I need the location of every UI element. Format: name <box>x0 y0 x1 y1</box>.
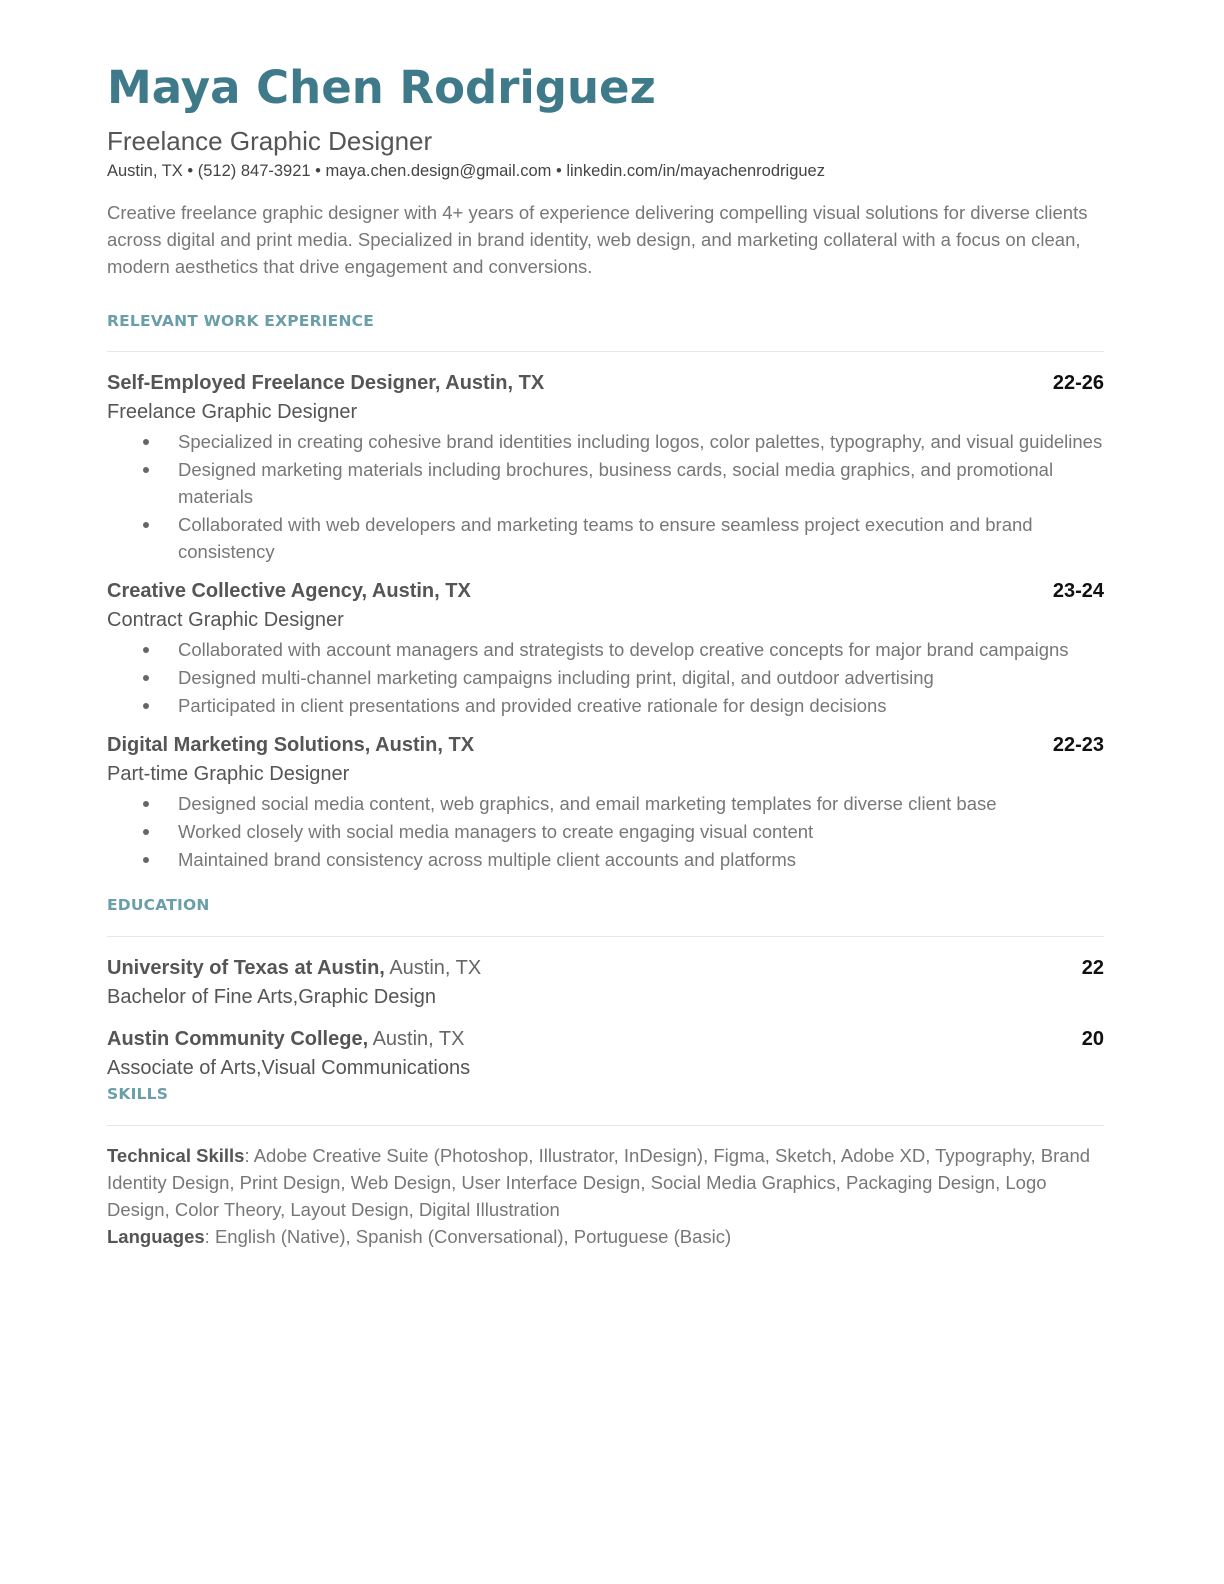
education-date: 20 <box>1081 1028 1104 1050</box>
job-entry <box>107 369 1104 565</box>
education-section <box>107 895 1104 1082</box>
job-entry <box>107 731 1104 873</box>
bullet-text: Designed social media content, web graphics, and email marketing templates for diverse client base <box>178 793 997 814</box>
job-date: 23-24 <box>1052 580 1104 602</box>
degree: Associate of Arts,Visual Communications <box>107 1057 471 1079</box>
job-entry <box>107 577 1104 719</box>
technical-skills-label: Technical Skills <box>107 1145 245 1166</box>
education-entry <box>107 1025 1104 1082</box>
languages-label: Languages <box>107 1226 205 1247</box>
bullet-text: Participated in client presentations and provided creative rationale for design decisions <box>178 695 887 716</box>
bullet-text: Worked closely with social media managers to create engaging visual content <box>178 821 814 842</box>
degree: Bachelor of Fine Arts,Graphic Design <box>107 986 437 1008</box>
bullet-text: Designed multi-channel marketing campaigns including print, digital, and outdoor advertising <box>178 667 934 688</box>
technical-skills <box>107 1142 1104 1223</box>
school-line <box>107 954 481 982</box>
bullet-text: Maintained brand consistency across multiple client accounts and platforms <box>178 849 797 870</box>
school-name: Austin Community College, <box>107 1028 369 1050</box>
education-date: 22 <box>1081 957 1104 979</box>
bullet-icon <box>143 467 149 473</box>
bullet-icon <box>143 801 149 807</box>
bullet-text: Collaborated with account managers and strategists to develop creative concepts for major brand campaigns <box>178 639 1069 660</box>
list-item <box>107 428 1104 455</box>
bullet-icon <box>143 522 149 528</box>
school-location: Austin, TX <box>368 1028 465 1050</box>
job-role: Freelance Graphic Designer <box>107 401 358 423</box>
list-item <box>107 692 1104 719</box>
job-bullets <box>107 636 1104 719</box>
list-item <box>107 511 1104 565</box>
job-header <box>107 577 1104 605</box>
experience-section <box>107 311 1104 873</box>
bullet-icon <box>143 675 149 681</box>
list-item <box>107 846 1104 873</box>
education-entry <box>107 954 1104 1011</box>
education-header <box>107 1025 1104 1053</box>
section-title-skills: SKILLS <box>107 1085 169 1103</box>
headline: Freelance Graphic Designer <box>107 126 433 156</box>
job-role: Part-time Graphic Designer <box>107 763 350 785</box>
candidate-name: Maya Chen Rodriguez <box>107 61 656 114</box>
bullet-text: Collaborated with web developers and marketing teams to ensure seamless project execution and brand consistency <box>178 514 1033 562</box>
job-bullets <box>107 428 1104 565</box>
bullet-text: Specialized in creating cohesive brand identities including logos, color palettes, typography, and visual guidelines <box>178 431 1103 452</box>
list-item <box>107 818 1104 845</box>
technical-skills-text: : Adobe Creative Suite (Photoshop, Illustrator, InDesign), Figma, Sketch, Adobe XD, Typography, Brand Identity Design, Print Design, Web Design, User Interface Design, Social Media Graphics, Packaging Design, Logo Design, Color Theory, Layout Design, Digital Illustration <box>107 1145 1091 1220</box>
section-divider <box>107 1125 1104 1126</box>
list-item <box>107 456 1104 510</box>
skills-section <box>107 1084 1104 1250</box>
education-header <box>107 954 1104 982</box>
list-item <box>107 636 1104 663</box>
job-bullets <box>107 790 1104 873</box>
school-line <box>107 1025 464 1053</box>
section-title-experience: RELEVANT WORK EXPERIENCE <box>107 312 374 330</box>
job-header <box>107 369 1104 397</box>
school-location: Austin, TX <box>384 957 482 979</box>
job-date: 22-26 <box>1052 372 1104 394</box>
bullet-icon <box>143 703 149 709</box>
school-name: University of Texas at Austin, <box>107 957 385 979</box>
resume-page <box>107 58 1104 1250</box>
job-organization: Digital Marketing Solutions, Austin, TX <box>107 734 475 756</box>
job-organization: Self-Employed Freelance Designer, Austin, TX <box>107 372 545 394</box>
bullet-icon <box>143 829 149 835</box>
section-divider <box>107 351 1104 352</box>
job-organization: Creative Collective Agency, Austin, TX <box>107 580 471 602</box>
summary: Creative freelance graphic designer with 4+ years of experience delivering compelling visual solutions for diverse clients across digital and print media. Specialized in brand identity, web design, and marketing collateral with a focus on clean, modern aesthetics that drive engagement and conversions. <box>107 202 1088 277</box>
job-header <box>107 731 1104 759</box>
languages <box>107 1223 1104 1250</box>
bullet-icon <box>143 647 149 653</box>
section-title-education: EDUCATION <box>107 896 210 914</box>
list-item <box>107 664 1104 691</box>
section-divider <box>107 936 1104 937</box>
list-item <box>107 790 1104 817</box>
contact-line: Austin, TX • (512) 847-3921 • maya.chen.design@gmail.com • linkedin.com/in/mayachenrodriguez <box>107 162 825 180</box>
bullet-text: Designed marketing materials including brochures, business cards, social media graphics, and promotional materials <box>178 459 1054 507</box>
languages-text: : English (Native), Spanish (Conversational), Portuguese (Basic) <box>204 1226 732 1247</box>
job-date: 22-23 <box>1052 734 1104 756</box>
bullet-icon <box>143 857 149 863</box>
job-role: Contract Graphic Designer <box>107 609 344 631</box>
bullet-icon <box>143 439 149 445</box>
